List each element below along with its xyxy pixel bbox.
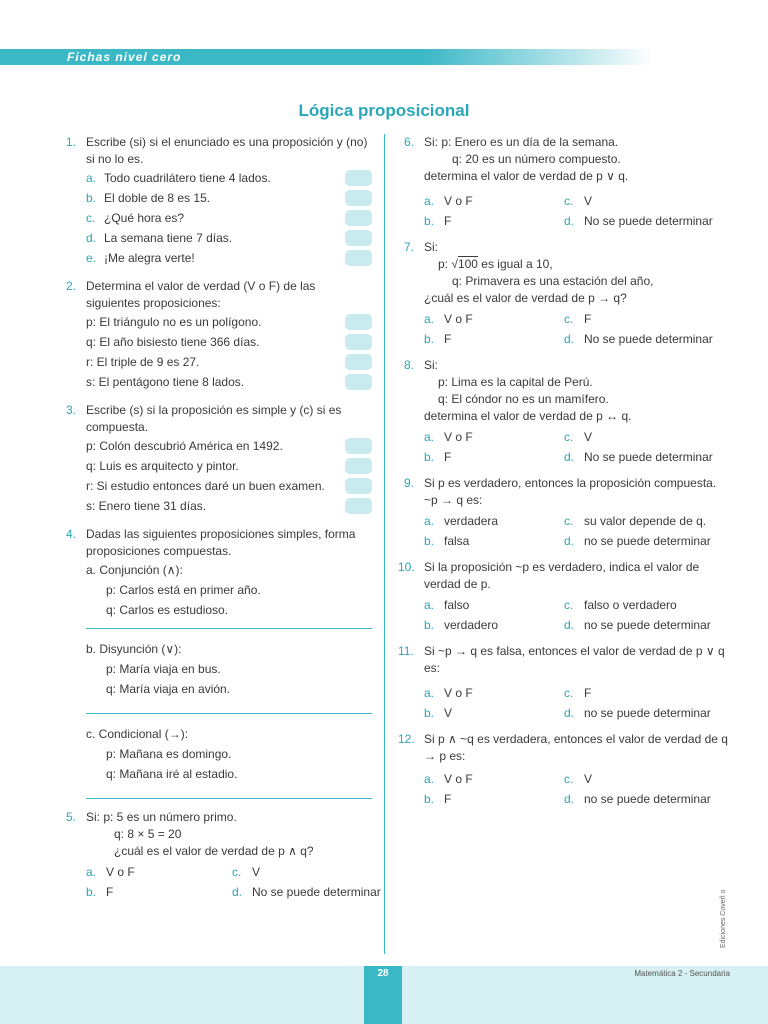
option-b[interactable]: b. F — [424, 214, 452, 228]
disjunction-title: b. Disyunción (∨): — [86, 642, 182, 656]
answer-box[interactable] — [345, 438, 372, 454]
list-item: e. ¡Me alegra verte! — [86, 248, 372, 268]
answer-box[interactable] — [345, 374, 372, 390]
list-item: p: El triángulo no es un polígono. — [86, 312, 372, 332]
left-column — [60, 134, 381, 910]
option-d[interactable]: d. No se puede determinar — [564, 450, 713, 464]
option-c[interactable]: c. F — [564, 686, 592, 700]
question-text: q: 8 × 5 = 20 — [114, 827, 182, 841]
option-c[interactable]: c. su valor depende de q. — [564, 514, 707, 528]
question-text: Escribe (s) si la proposición es simple y (c) si es compuesta. — [86, 403, 342, 434]
list-item: p: Carlos está en primer año. — [106, 583, 261, 597]
option-a[interactable]: a. V o F — [86, 865, 135, 879]
list-item: p: Mañana es domingo. — [106, 747, 232, 761]
list-item: a. Todo cuadrilátero tiene 4 lados. — [86, 168, 372, 188]
answer-box[interactable] — [345, 314, 372, 330]
list-item: q: Carlos es estudioso. — [106, 603, 229, 617]
options — [424, 193, 733, 229]
option-d[interactable]: d. no se puede determinar — [564, 792, 711, 806]
question-2 — [60, 278, 372, 392]
list-item: c. ¿Qué hora es? — [86, 208, 372, 228]
question-3 — [60, 402, 372, 516]
option-b[interactable]: b. F — [424, 332, 452, 346]
list-item: r: Si estudio entonces daré un buen examen. — [86, 476, 372, 496]
option-d[interactable]: d. No se puede determinar — [564, 332, 713, 346]
answer-line[interactable] — [86, 713, 372, 714]
question-text: Si: p: Enero es un día de la semana. — [424, 135, 619, 149]
question-number: 7. — [404, 240, 415, 254]
option-a[interactable]: a. V o F — [424, 772, 473, 786]
question-number: 11. — [398, 644, 414, 658]
answer-box[interactable] — [345, 498, 372, 514]
list-item: q: El año bisiesto tiene 366 días. — [86, 332, 372, 352]
right-column — [398, 134, 733, 817]
question-number: 8. — [404, 358, 415, 372]
list-item: r: El triple de 9 es 27. — [86, 352, 372, 372]
question-text: p: Lima es la capital de Perú. — [438, 375, 593, 389]
answer-line[interactable] — [86, 798, 372, 799]
question-text: ¿cuál es el valor de verdad de p ∧ q? — [114, 844, 314, 858]
list-item: s: El pentágono tiene 8 lados. — [86, 372, 372, 392]
list-item: p: María viaja en bus. — [106, 662, 221, 676]
option-d[interactable]: d. no se puede determinar — [564, 618, 711, 632]
conditional-title: c. Condicional (→): — [86, 727, 189, 741]
answer-box[interactable] — [345, 250, 372, 266]
question-number: 6. — [404, 135, 415, 149]
option-a[interactable]: a. verdadera — [424, 514, 499, 528]
question-text: Si: p: 5 es un número primo. — [86, 810, 237, 824]
answer-box[interactable] — [345, 458, 372, 474]
options — [86, 864, 381, 900]
options — [424, 771, 733, 807]
question-8 — [398, 357, 733, 465]
options — [424, 597, 733, 633]
question-text: Si p es verdadero, entonces la proposición compuesta. ~p → q es: — [424, 476, 717, 507]
conjunction-title: a. Conjunción (∧): — [86, 563, 183, 577]
list-item: q: Luis es arquitecto y pintor. — [86, 456, 372, 476]
header-band-label: Fichas nivel cero — [67, 50, 182, 64]
option-a[interactable]: a. falso — [424, 598, 470, 612]
list-item: s: Enero tiene 31 días. — [86, 496, 372, 516]
question-1 — [60, 134, 372, 268]
question-number: 4. — [66, 527, 77, 541]
answer-box[interactable] — [345, 334, 372, 350]
question-text: q: El cóndor no es un mamífero. — [438, 392, 609, 406]
option-b[interactable]: b. falsa — [424, 534, 470, 548]
option-a[interactable]: a. V o F — [424, 312, 473, 326]
question-text: p: √100 es igual a 10, — [438, 257, 553, 271]
option-d[interactable]: d. No se puede determinar — [564, 214, 713, 228]
option-b[interactable]: b. F — [86, 885, 114, 899]
question-text: q: Primavera es una estación del año, — [452, 274, 654, 288]
option-c[interactable]: c. F — [564, 312, 592, 326]
question-text: Si: — [424, 358, 439, 372]
question-10 — [398, 559, 733, 633]
question-text: ¿cuál es el valor de verdad de p → q? — [424, 291, 627, 305]
option-c[interactable]: c. V — [564, 194, 593, 208]
question-number: 5. — [66, 810, 77, 824]
question-text: Determina el valor de verdad (V o F) de las siguientes proposiciones: — [86, 279, 316, 310]
option-c[interactable]: c. falso o verdadero — [564, 598, 677, 612]
option-b[interactable]: b. F — [424, 792, 452, 806]
option-b[interactable]: b. verdadero — [424, 618, 499, 632]
question-7 — [398, 239, 733, 347]
question-text: determina el valor de verdad de p ↔ q. — [424, 409, 632, 423]
question-11 — [398, 643, 733, 721]
question-9 — [398, 475, 733, 549]
answer-line[interactable] — [86, 628, 372, 629]
book-title: Matemática 2 - Secundaria — [634, 969, 730, 978]
answer-box[interactable] — [345, 230, 372, 246]
options — [424, 685, 733, 721]
question-6 — [398, 134, 733, 229]
question-text: Si p ∧ ~q es verdadera, entonces el valor de verdad de q → p es: — [424, 732, 728, 763]
option-d[interactable]: d. no se puede determinar — [564, 706, 711, 720]
answer-box[interactable] — [345, 478, 372, 494]
answer-box[interactable] — [345, 210, 372, 226]
question-12 — [398, 731, 733, 807]
answer-box[interactable] — [345, 354, 372, 370]
options — [424, 513, 733, 549]
list-item: d. La semana tiene 7 días. — [86, 228, 372, 248]
option-d[interactable]: d. no se puede determinar — [564, 534, 711, 548]
option-a[interactable]: a. V o F — [424, 430, 473, 444]
question-text: q: 20 es un número compuesto. — [452, 152, 621, 166]
page-title: Lógica proposicional — [298, 101, 470, 120]
option-b[interactable]: b. V — [424, 706, 453, 720]
list-item: q: María viaja en avión. — [106, 682, 231, 696]
option-c[interactable]: c. V — [564, 430, 593, 444]
question-number: 2. — [66, 279, 77, 293]
question-number: 1. — [66, 135, 77, 149]
question-text: determina el valor de verdad de p ∨ q. — [424, 169, 629, 183]
question-number: 3. — [66, 403, 77, 417]
question-text: Escribe (si) si el enunciado es una proposición y (no) si no lo es. — [86, 135, 368, 166]
list-item: p: Colón descubrió América en 1492. — [86, 436, 372, 456]
answer-box[interactable] — [345, 190, 372, 206]
option-b[interactable]: b. F — [424, 450, 452, 464]
question-text: Dadas las siguientes proposiciones simples, forma proposiciones compuestas. — [86, 527, 356, 558]
option-a[interactable]: a. V o F — [424, 686, 473, 700]
question-number: 10. — [398, 560, 415, 574]
question-5 — [60, 809, 381, 900]
option-d[interactable]: d. No se puede determinar — [232, 885, 381, 899]
header-band — [0, 49, 768, 65]
column-divider — [384, 134, 385, 954]
question-text: Si la proposición ~p es verdadero, indica el valor de verdad de p. — [424, 560, 700, 591]
page-number: 28 — [364, 966, 402, 1024]
options — [424, 429, 733, 465]
list-item: b. El doble de 8 es 15. — [86, 188, 372, 208]
option-c[interactable]: c. V — [564, 772, 593, 786]
option-a[interactable]: a. V o F — [424, 194, 473, 208]
answer-box[interactable] — [345, 170, 372, 186]
question-number: 9. — [404, 476, 415, 490]
options — [424, 311, 733, 347]
question-4 — [60, 526, 372, 799]
question-text: Si ~p → q es falsa, entonces el valor de verdad de p ∨ q es: — [424, 644, 725, 675]
option-c[interactable]: c. V — [232, 865, 261, 879]
list-item: q: Mañana iré al estadio. — [106, 767, 238, 781]
publisher-vertical-text: Ediciones Coveñ o — [720, 889, 727, 948]
question-number: 12. — [398, 732, 415, 746]
question-text: Si: — [424, 240, 439, 254]
